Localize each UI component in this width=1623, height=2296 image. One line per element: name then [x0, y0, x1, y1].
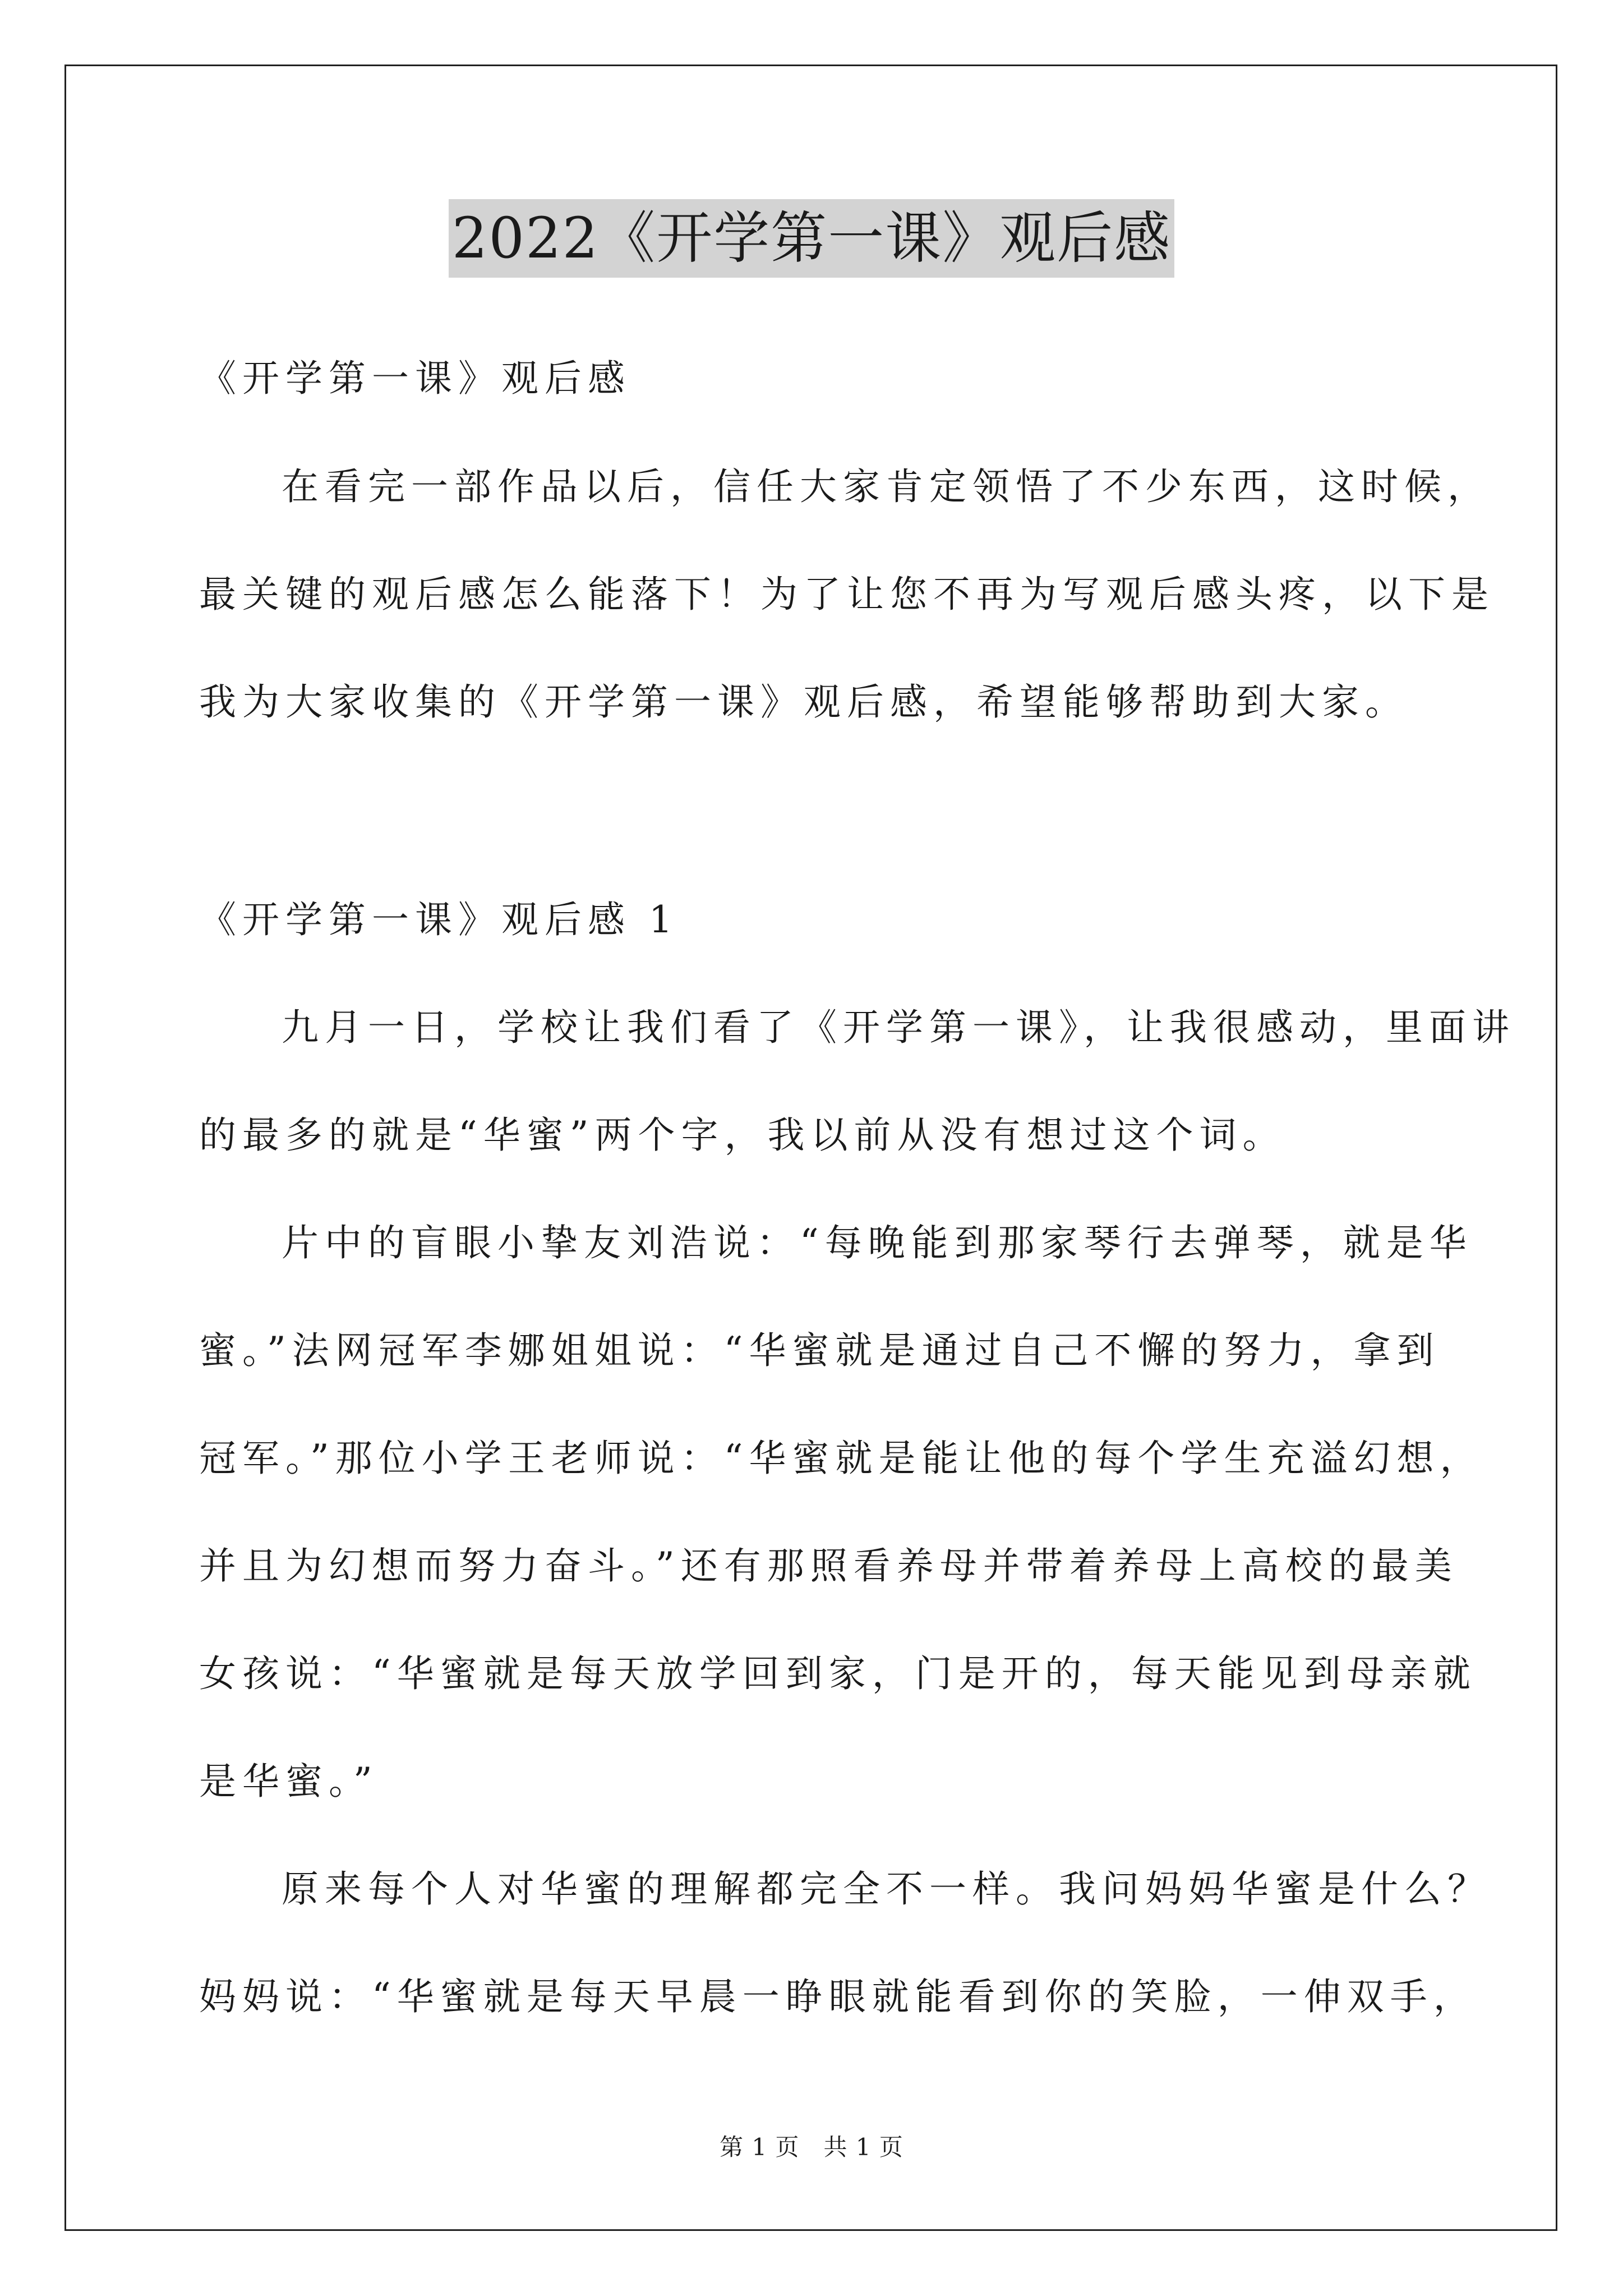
intro-line-1: 在看完一部作品以后，信任大家肯定领悟了不少东西，这时候，	[282, 465, 1491, 508]
paragraph2-line-3: 冠军。”那位小学王老师说：“华蜜就是能让他的每个学生充溢幻想，	[199, 1437, 1483, 1480]
paragraph3-line-1: 原来每个人对华蜜的理解都完全不一样。我问妈妈华蜜是什么？	[282, 1867, 1491, 1911]
intro-heading: 《开学第一课》观后感	[199, 357, 631, 400]
page-footer: 第 1 页 共 1 页	[720, 2133, 903, 2161]
section-heading: 《开学第一课》观后感 1	[199, 898, 679, 941]
intro-line-3: 我为大家收集的《开学第一课》观后感，希望能够帮助到大家。	[199, 680, 1408, 724]
paragraph2-line-2: 蜜。”法网冠军李娜姐姐说：“华蜜就是通过自己不懈的努力，拿到	[199, 1329, 1440, 1372]
paragraph2-line-1: 片中的盲眼小挚友刘浩说：“每晚能到那家琴行去弹琴，就是华	[282, 1221, 1473, 1264]
document-title: 2022《开学第一课》观后感	[449, 199, 1175, 278]
paragraph2-line-4: 并且为幻想而努力奋斗。”还有那照看养母并带着养母上高校的最美	[199, 1544, 1458, 1588]
intro-line-2: 最关键的观后感怎么能落下！为了让您不再为写观后感头疼，以下是	[199, 573, 1495, 616]
paragraph1-line-2: 的最多的就是“华蜜”两个字，我以前从没有想过这个词。	[199, 1114, 1286, 1157]
paragraph1-line-1: 九月一日，学校让我们看了《开学第一课》，让我很感动，里面讲	[282, 1006, 1515, 1049]
paragraph2-line-6: 是华蜜。”	[199, 1760, 379, 1803]
title-container	[0, 199, 1623, 278]
paragraph3-line-2: 妈妈说：“华蜜就是每天早晨一睁眼就能看到你的笑脸，一伸双手，	[199, 1975, 1477, 2018]
paragraph2-line-5: 女孩说：“华蜜就是每天放学回到家，门是开的，每天能见到母亲就	[199, 1652, 1477, 1695]
